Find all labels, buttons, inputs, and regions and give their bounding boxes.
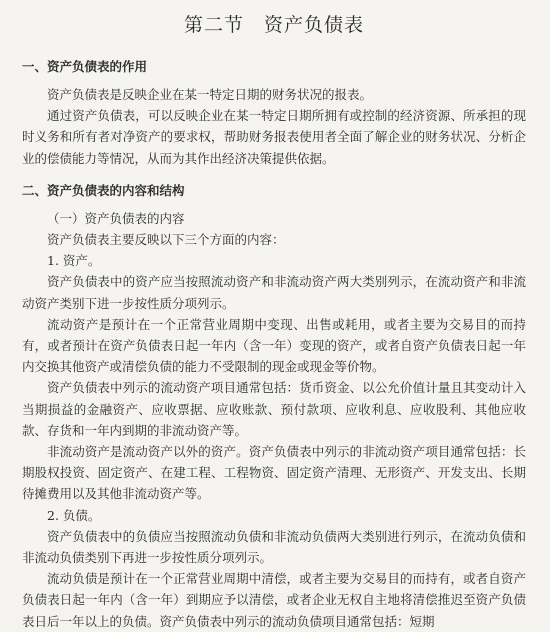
paragraph: 流动资产是预计在一个正常营业周期中变现、出售或耗用，或者主要为交易目的而持有，或者预计在资产负债表日起一年内（含一年）变现的资产，或者自资产负债表日起一年内交换其他资产或清偿负债的能力不受限制的现金或现金等价物。 xyxy=(22,316,526,375)
list-item-heading: 1. 资产。 xyxy=(47,253,101,269)
paragraph: 资产负债表中列示的流动资产项目通常包括：货币资金、以公允价值计量且其变动计入当期损益的金融资产、应收票据、应收账款、预付款项、应收利息、应收股利、其他应收款、存货和一年内到期的非流动资产等。 xyxy=(22,380,526,438)
section-heading-purpose: 一、资产负债表的作用 xyxy=(22,59,148,74)
paragraph: 非流动资产是流动资产以外的资产。资产负债表中列示的非流动资产项目通常包括：长期股权投资、固定资产、在建工程、工程物资、固定资产清理、无形资产、开发支出、长期待摊费用以及其他非流动资产等。 xyxy=(22,444,526,502)
subsection-heading: （一）资产负债表的内容 xyxy=(47,210,185,226)
paragraph: 通过资产负债表，可以反映企业在某一特定日期所拥有或控制的经济资源、所承担的现时义务和所有者对净资产的要求权，帮助财务报表使用者全面了解企业的财务状况、分析企业的偿债能力等情况，从而为其作出经济决策提供依据。 xyxy=(22,108,526,166)
paragraph: 流动负债是预计在一个正常营业周期中清偿，或者主要为交易目的而持有，或者自资产负债表日起一年内（含一年）到期应予以清偿，或者企业无权自主地将清偿推迟至资产负债表日后一年以上的负债。资产负债表中列示的流动负债项目通常包括：短期 xyxy=(22,571,526,629)
page-title: 第二节 资产负债表 xyxy=(183,14,364,36)
paragraph: 资产负债表是反映企业在某一特定日期的财务状况的报表。 xyxy=(47,87,373,102)
section-heading-content-structure: 二、资产负债表的内容和结构 xyxy=(22,182,185,198)
paragraph: 资产负债表中的资产应当按照流动资产和非流动资产两大类别列示，在流动资产和非流动资产类别下进一步按性质分项列示。 xyxy=(22,274,526,311)
paragraph: 资产负债表中的负债应当按照流动负债和非流动负债两大类别进行列示，在流动负债和非流动负债类别下再进一步按性质分项列示。 xyxy=(22,528,526,566)
paragraph: 资产负债表主要反映以下三个方面的内容： xyxy=(47,232,285,248)
list-item-heading: 2. 负债。 xyxy=(47,507,101,523)
